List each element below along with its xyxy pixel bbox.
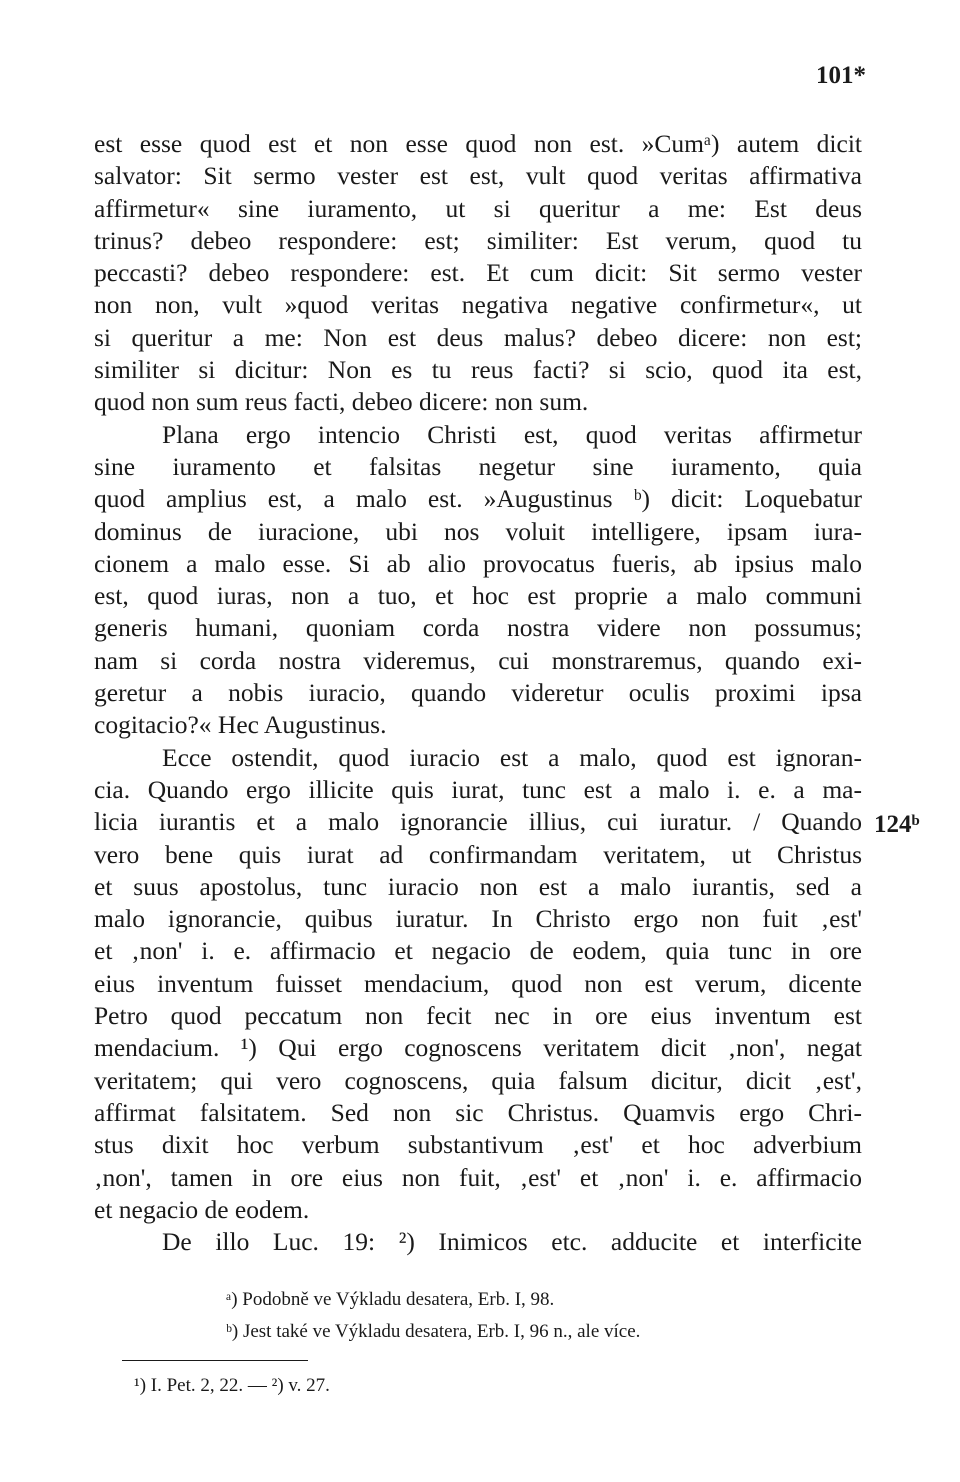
main-text <box>94 128 862 1258</box>
text-line: trinus? debeo respondere: est; similiter: Est verum, quod tu <box>94 225 862 255</box>
text-line: veritatem; qui vero cognoscens, quia falsum dicitur, dicit ‚est', <box>94 1065 862 1095</box>
text-line: et suus apostolus, tunc iuracio non est a malo iurantis, sed a <box>94 871 862 901</box>
text-line: affirmat falsitatem. Sed non sic Christus. Quamvis ergo Chri- <box>94 1097 862 1127</box>
text-line: et negacio de eodem. <box>94 1194 310 1224</box>
text-line: similiter si dicitur: Non es tu reus facti? si scio, quod ita est, <box>94 355 862 385</box>
text-line: salvator: Sit sermo vester est est, vult quod veritas affirmativa <box>94 161 862 191</box>
text-line: stus dixit hoc verbum substantivum ‚est' et hoc adverbium <box>94 1130 862 1160</box>
text-line: eius inventum fuisset mendacium, quod non est verum, dicente <box>94 968 862 998</box>
text-line: quod non sum reus facti, debeo dicere: non sum. <box>94 387 589 417</box>
footnote-divider <box>122 1360 308 1361</box>
text-line: malo ignorancie, quibus iuratur. In Christo ergo non fuit ‚est' <box>94 904 862 934</box>
text-line: cionem a malo esse. Si ab alio provocatus fueris, ab ipsius malo <box>94 548 862 578</box>
text-line: peccasti? debeo respondere: est. Et cum dicit: Sit sermo vester <box>94 258 862 288</box>
text-line: si queritur a me: Non est deus malus? debeo dicere: non est; <box>94 322 862 352</box>
text-line: generis humani, quoniam corda nostra videre non possumus; <box>94 613 862 643</box>
text-line: cia. Quando ergo illicite quis iurat, tunc est a malo i. e. a ma- <box>94 774 862 804</box>
text-line: Plana ergo intencio Christi est, quod veritas affirmetur <box>162 419 862 449</box>
page-number: 101* <box>816 62 866 89</box>
text-line: est, quod iuras, non a tuo, et hoc est proprie a malo communi <box>94 581 862 611</box>
text-line: cogitacio?« Hec Augustinus. <box>94 710 387 740</box>
text-line: dominus de iuracione, ubi nos voluit intelligere, ipsam iura- <box>94 516 862 546</box>
text-line: vero bene quis iurat ad confirmandam veritatem, ut Christus <box>94 839 862 869</box>
text-line: mendacium. ¹) Qui ergo cognoscens veritatem dicit ‚non', negat <box>94 1033 862 1063</box>
text-line: geretur a nobis iuracio, quando videretur oculis proximi ipsa <box>94 678 862 708</box>
text-line: est esse quod est et non esse quod non est. »Cumᵃ) autem dicit <box>94 129 862 158</box>
text-line: et ‚non' i. e. affirmacio et negacio de eodem, quia tunc in ore <box>94 936 862 966</box>
authorial-footnotes <box>226 1284 640 1348</box>
text-line: nam si corda nostra videremus, cui monstraremus, quando exi- <box>94 645 862 675</box>
footnote-a: ᵃ) Podobně ve Výkladu desatera, Erb. I, 98. <box>226 1289 555 1310</box>
marginal-folio-note: 124ᵇ <box>874 811 920 838</box>
text-line: Petro quod peccatum non fecit nec in ore eius inventum est <box>94 1001 862 1031</box>
footnote-b: ᵇ) Jest také ve Výkladu desatera, Erb. I, 96 n., ale více. <box>226 1321 641 1342</box>
text-line: licia iurantis et a malo ignorancie illius, cui iuratur. / Quando <box>94 807 862 837</box>
text-line: ‚non', tamen in ore eius non fuit, ‚est' et ‚non' i. e. affirmacio <box>94 1162 862 1192</box>
editorial-footnotes: ¹) I. Pet. 2, 22. — ²) v. 27. <box>134 1375 330 1396</box>
text-line: affirmetur« sine iuramento, ut si queritur a me: Est deus <box>94 193 862 223</box>
text-line: quod amplius est, a malo est. »Augustinus ᵇ) dicit: Loquebatur <box>94 484 862 514</box>
text-line: non non, vult »quod veritas negativa negative confirmetur«, ut <box>94 290 862 320</box>
text-line: sine iuramento et falsitas negetur sine iuramento, quia <box>94 451 862 481</box>
text-line: De illo Luc. 19: ²) Inimicos etc. adducite et interficite <box>162 1227 862 1257</box>
text-line: Ecce ostendit, quod iuracio est a malo, quod est ignoran- <box>162 742 862 772</box>
